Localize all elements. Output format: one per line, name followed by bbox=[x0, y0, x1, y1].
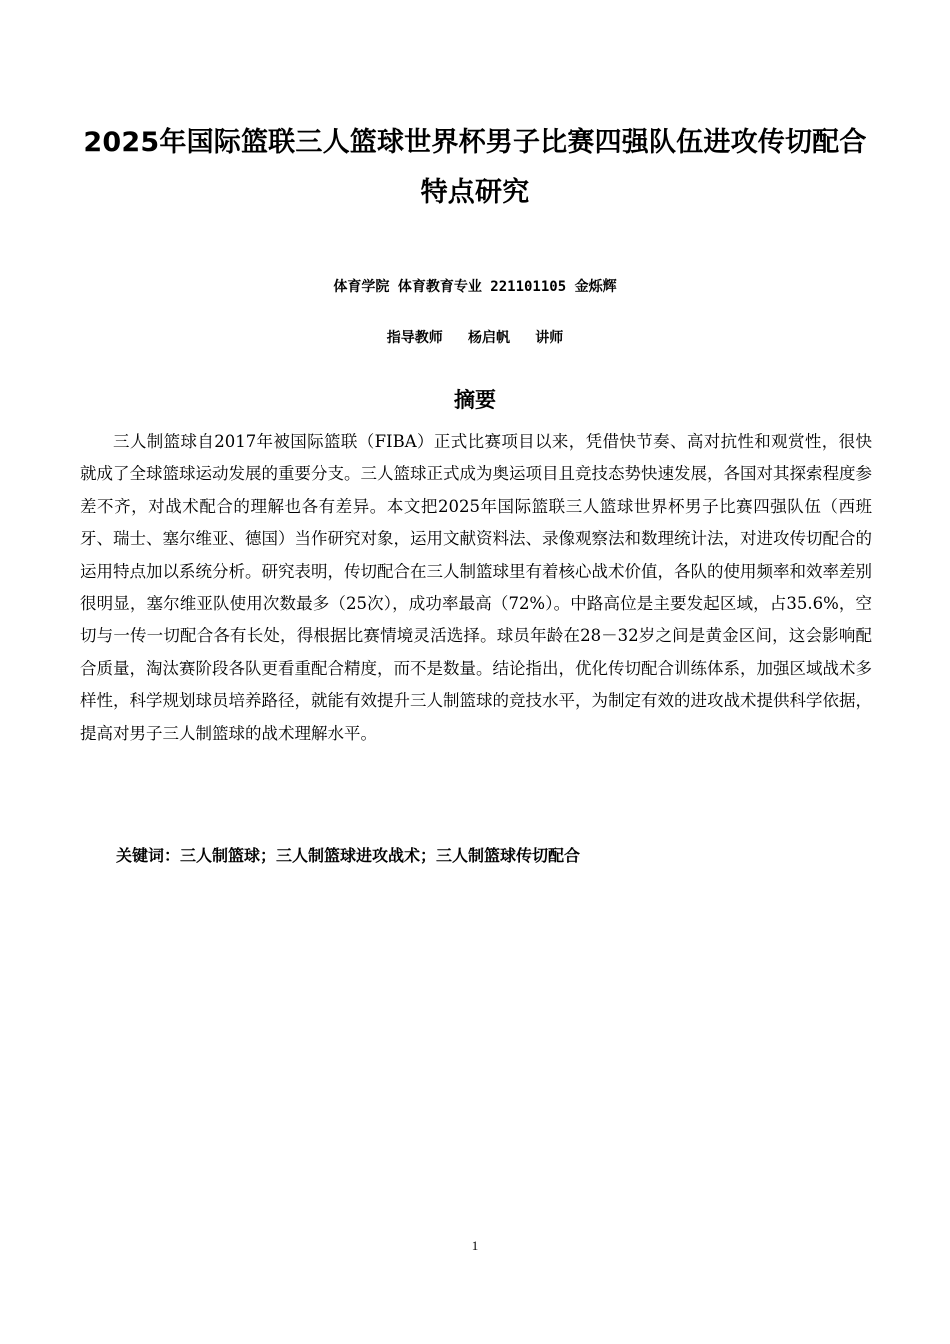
keywords-line: 关键词：三人制篮球；三人制篮球进攻战术；三人制篮球传切配合 bbox=[116, 846, 581, 865]
paper-title: 2025年国际篮联三人篮球世界杯男子比赛四强队伍进攻传切配合特点研究 bbox=[83, 127, 867, 208]
author-line: 体育学院 体育教育专业 221101105 金烁辉 bbox=[333, 279, 617, 295]
abstract-body: 三人制篮球自2017年被国际篮联（FIBA）正式比赛项目以来，凭借快节奏、高对抗性和观赏性，很快就成了全球篮球运动发展的重要分支。三人篮球正式成为奥运项目且竞技态势快速发展，各国对其探索程度参差不齐，对战术配合的理解也各有差异。本文把2025年国际篮联三人篮球世界杯男子比赛四强队伍（西班牙、瑞士、塞尔维亚、德国）当作研究对象，运用文献资料法、录像观察法和数理统计法，对进攻传切配合的运用特点加以系统分析。研究表明，传切配合在三人制篮球里有着核心战术价值，各队的使用频率和效率差别很明显，塞尔维亚队使用次数最多（25次），成功率最高（72%）。中路高位是主要发起区域，占35.6%，空切与一传一切配合各有长处，得根据比赛情境灵活选择。球员年龄在28－32岁之间是黄金区间，这会影响配合质量，淘汰赛阶段各队更看重配合精度，而不是数量。结论指出，优化传切配合训练体系，加强区域战术多样性，科学规划球员培养路径，就能有效提升三人制篮球的竞技水平，为制定有效的进攻战术提供科学依据，提高对男子三人制篮球的战术理解水平。 bbox=[80, 432, 872, 743]
advisor-line: 指导教师 杨启帆 讲师 bbox=[386, 330, 564, 346]
page-number: 1 bbox=[471, 1238, 479, 1253]
abstract-heading: 摘要 bbox=[454, 388, 496, 412]
